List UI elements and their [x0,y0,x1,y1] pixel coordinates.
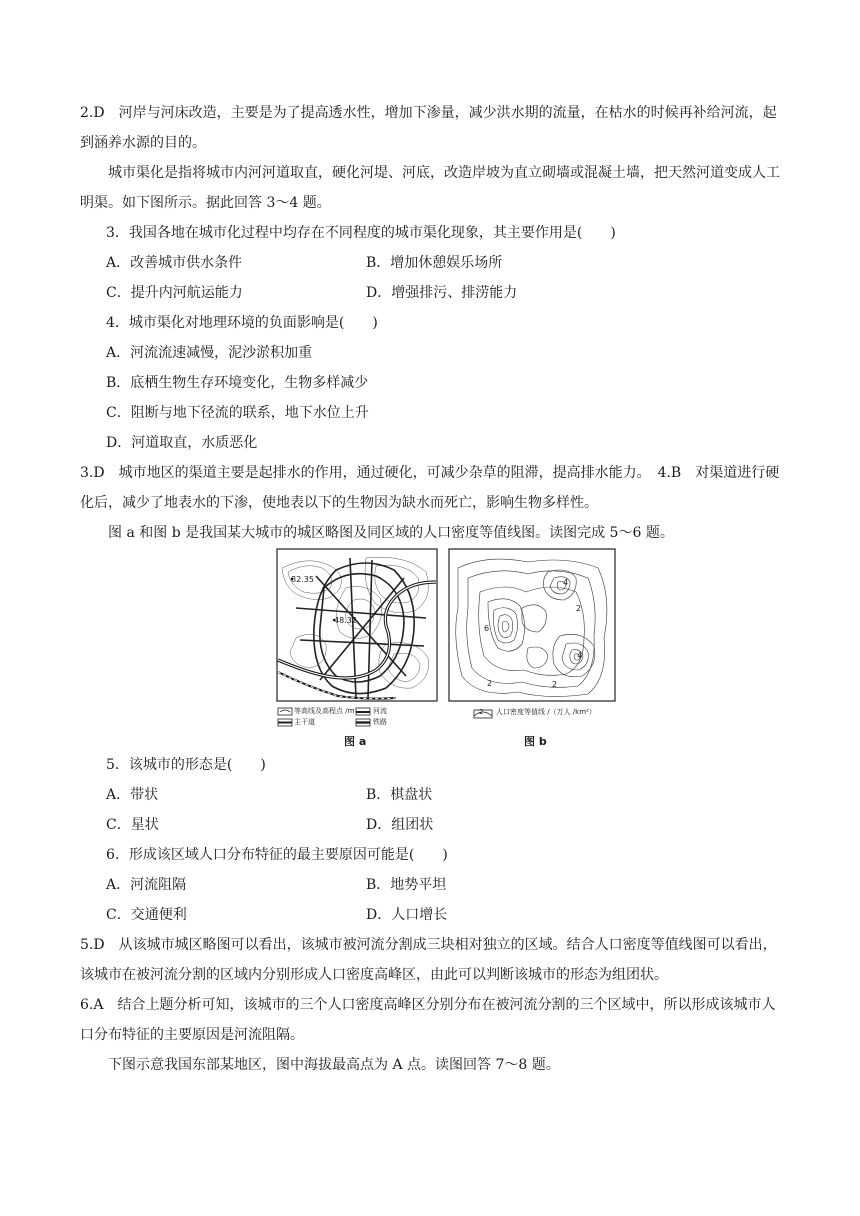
q6-option-a: A．河流阻隔 [106,877,187,893]
legend-river-label: 河流 [373,707,387,715]
iso-label-4: 2 [487,679,493,688]
answer-6: 6.A 结合上题分析可知，该城市的三个人口密度高峰区分别分布在被河流分割的三个区域中，所以形成该城市人口分布特征的主要原因是河流阻隔。 [80,997,776,1043]
q5-option-a: A．带状 [106,787,159,803]
q5-option-b: B．棋盘状 [366,787,433,803]
q4-option-a: A．河流流速减慢，泥沙淤积加重 [106,345,313,361]
question-5-options-row-2 [106,810,786,840]
intro-questions-7-8: 下图示意我国东部某地区，图中海拔最高点为 A 点。读图回答 7～8 题。 [108,1057,560,1073]
q4-option-d: D．河道取直，水质恶化 [106,435,258,451]
figure-b-density-map [448,548,618,730]
elevation-point-1: 82.35 [291,575,314,584]
q5-option-c: C．星状 [106,817,159,833]
legend-density-label: 人口密度等值线 /（万人 /km²） [496,708,596,716]
elevation-point-2: 48.32 [334,616,357,625]
q6-option-d: D．人口增长 [366,907,448,923]
q6-option-b: B．地势平坦 [366,877,447,893]
q3-option-b: B．增加休憩娱乐场所 [366,255,503,271]
legend-rail-label: 铁路 [373,718,387,726]
question-5: 5．该城市的形态是( ) [106,757,266,773]
question-3-options-row-1 [106,248,786,278]
q4-option-b: B．底栖生物生存环境变化，生物多样减少 [106,375,369,391]
q4-option-c: C．阻断与地下径流的联系，地下水位上升 [106,405,369,421]
q6-option-c: C．交通便利 [106,907,187,923]
question-3: 3．我国各地在城市化过程中均存在不同程度的城市渠化现象，其主要作用是( ) [106,225,616,241]
figure-b-caption: 图 b [524,735,547,748]
question-3-options-row-2 [106,278,786,308]
iso-label-1: 2 [576,604,582,613]
q3-option-d: D．增强排污、排涝能力 [366,285,518,301]
question-6-options-row-2 [106,900,786,930]
iso-label-3: 6 [484,624,490,633]
question-5-options-row-1 [106,780,786,810]
legend-road-label: 主干道 [294,718,315,726]
answer-5: 5.D 从该城市城区略图可以看出，该城市被河流分割成三块相对独立的区域。结合人口密度等值线图可以看出，该城市在被河流分割的区域内分别形成人口密度高峰区，由此可以判断该城市的形态为组团状。 [80,937,777,983]
answer-2: 2.D 河岸与河床改造，主要是为了提高透水性，增加下渗量，减少洪水期的流量，在枯水的时候再补给河流，起到涵养水源的目的。 [80,105,777,151]
question-4: 4．城市渠化对地理环境的负面影响是( ) [106,315,378,331]
question-6: 6．形成该区域人口分布特征的最主要原因可能是( ) [106,847,448,863]
intro-questions-3-4: 城市渠化是指将城市内河河道取直，硬化河堤、河底，改造岸坡为直立砌墙或混凝土墙，把天然河道变成人工明渠。如下图所示。据此回答 3～4 题。 [80,165,780,211]
iso-label-5: 2 [552,680,558,689]
question-6-options-row-1 [106,870,786,900]
q3-option-c: C．提升内河航运能力 [106,285,243,301]
legend-density-number: 2 [479,708,484,716]
iso-label-2: 4 [563,578,569,587]
q3-option-a: A．改善城市供水条件 [106,255,243,271]
legend-contour-label: 等高线及高程点 /m [294,707,355,715]
intro-questions-5-6: 图 a 和图 b 是我国某大城市的城区略图及同区域的人口密度等值线图。读图完成 5～6 题。 [108,525,674,541]
answer-3-4: 3.D 城市地区的渠道主要是起排水的作用，通过硬化，可减少杂草的阻滞，提高排水能力。 4.B 对渠道进行硬化后，减少了地表水的下渗，使地表以下的生物因为缺水而死亡，影响生物多样性。 [80,465,780,511]
figure-a-caption: 图 a [344,735,367,748]
q5-option-d: D．组团状 [366,817,434,833]
iso-label-6: 4 [577,651,583,660]
